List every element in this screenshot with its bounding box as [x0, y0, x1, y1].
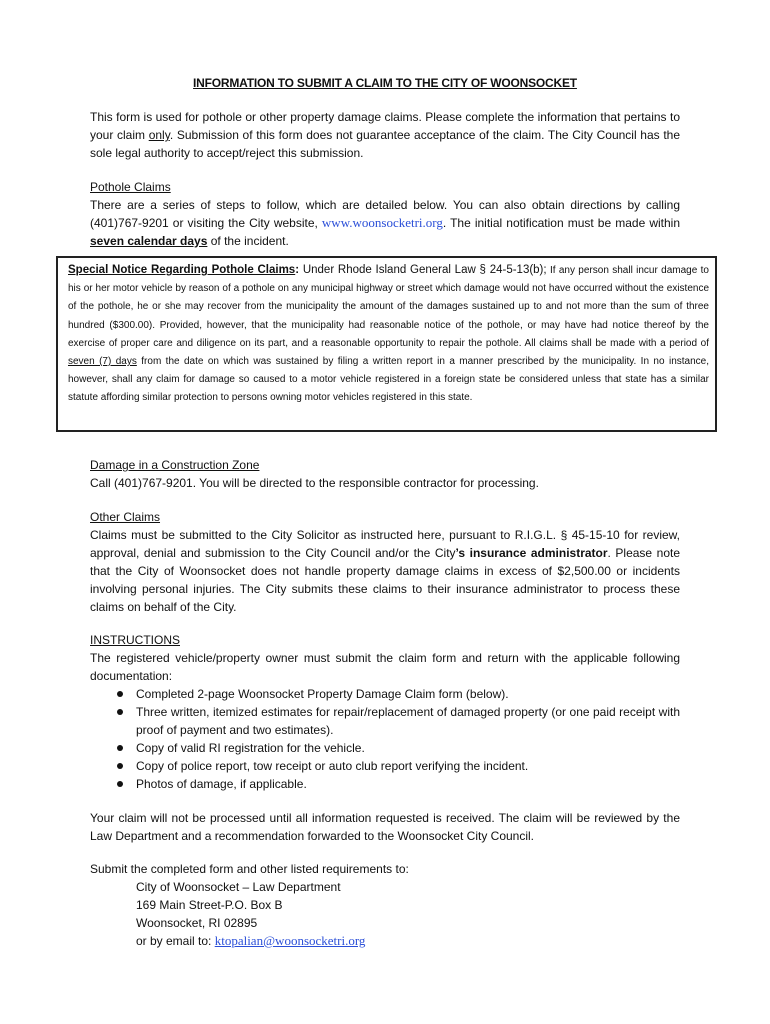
page-title: INFORMATION TO SUBMIT A CLAIM TO THE CITY OF WOONSOCKET — [193, 76, 577, 90]
notice-days: seven (7) days — [68, 356, 137, 368]
intro-text-1: This form is used for pothole or other property damage claims. Please complete the information that pertains to your claim — [90, 110, 680, 142]
pothole-text-2: . The initial notification must be made within — [442, 216, 680, 230]
email-label: or by email to: — [136, 934, 215, 948]
intro-text-2: . Submission of this form does not guarantee acceptance of the claim. The City Council has the sole legal authority to accept/reject this submission. — [90, 128, 681, 160]
instructions-text: The registered vehicle/property owner must submit the claim form and return with the applicable following documentation: — [90, 651, 680, 683]
intro-only-emphasis: only — [148, 128, 170, 142]
construction-section — [90, 456, 680, 492]
email-line — [90, 932, 680, 950]
address-line-1: City of Woonsocket – Law Department — [136, 880, 341, 894]
address-line-2: 169 Main Street-P.O. Box B — [136, 898, 283, 912]
special-notice-box — [56, 256, 717, 432]
processing-paragraph: Your claim will not be processed until all information requested is received. The claim will be reviewed by the Law Department and a recommendation forwarded to the Woonsocket City Council. — [90, 811, 680, 843]
pothole-paragraph — [90, 196, 680, 250]
list-item: Completed 2-page Woonsocket Property Damage Claim form (below). — [136, 685, 680, 703]
submit-section — [90, 860, 680, 950]
pothole-deadline: seven calendar days — [90, 234, 208, 248]
instructions-section — [90, 631, 680, 793]
notice-text-1: If any person shall incur damage to his or her motor vehicle by reason of a pothole on any municipal highway or street which damage would not have occurred without the existence of the pothole, he or she may recover from the municipality the amount of the damages sustained up to and not more than the sum of three hundred ($300.00). Provided, however, that the municipality had reasonable notice of the pothole, or may have had notice thereof by the exercise of proper care and diligence on its part, and a reasonable opportunity to repair the pothole. All claims shall be made with a period of — [68, 265, 709, 349]
other-text-1: Claims must be submitted to the City Solicitor as instructed here, pursuant to R.I.G.L. § 45-15-10 for review, approval, denial and submission to the City Council and/or the City — [90, 528, 680, 560]
construction-heading: Damage in a Construction Zone — [90, 458, 260, 472]
submit-intro: Submit the completed form and other listed requirements to: — [90, 862, 409, 876]
list-item: Photos of damage, if applicable. — [136, 775, 680, 793]
pothole-text-3: of the incident. — [207, 234, 289, 248]
city-website-link[interactable]: www.woonsocketri.org — [321, 215, 443, 230]
intro-paragraph — [90, 108, 680, 162]
instructions-heading: INSTRUCTIONS — [90, 633, 180, 647]
pothole-text-1: There are a series of steps to follow, which are detailed below. You can also obtain directions by calling (401)767-9201 or visiting the City website, — [90, 198, 680, 230]
other-claims-paragraph — [90, 526, 680, 616]
other-insurance-emphasis: ’s insurance administrator — [455, 546, 608, 560]
list-item: Copy of valid RI registration for the vehicle. — [136, 739, 680, 757]
notice-heading: Special Notice Regarding Pothole Claims — [68, 264, 296, 276]
pothole-section — [90, 178, 680, 250]
other-text-2: . Please note that the City of Woonsocket does not handle property damage claims in excess of $2,500.00 or incidents involving personal injuries. The City submits these claims to their insurance administrator to process these claims on behalf of the City. — [90, 546, 680, 614]
notice-lead: Under Rhode Island General Law § 24-5-13(b); — [299, 264, 547, 276]
notice-text-2: from the date on which was sustained by filing a written report in a manner prescribed by the municipality. In no instance, however, shall any claim for damage so caused to a motor vehicle registered in a foreign state be considered unless that state has a similar statute affording similar protection to persons owning motor vehicles registered in this state. — [68, 356, 709, 404]
requirements-list — [90, 685, 680, 793]
pothole-heading: Pothole Claims — [90, 180, 171, 194]
construction-text: Call (401)767-9201. You will be directed to the responsible contractor for processing. — [90, 476, 539, 490]
other-claims-section — [90, 508, 680, 616]
address-line-3: Woonsocket, RI 02895 — [136, 916, 258, 930]
other-claims-heading: Other Claims — [90, 510, 161, 524]
notice-colon: : — [295, 264, 300, 276]
list-item: Copy of police report, tow receipt or auto club report verifying the incident. — [136, 757, 680, 775]
list-item: Three written, itemized estimates for repair/replacement of damaged property (or one paid receipt with proof of payment and two estimates). — [136, 705, 680, 737]
email-link[interactable]: ktopalian@woonsocketri.org — [214, 933, 366, 948]
